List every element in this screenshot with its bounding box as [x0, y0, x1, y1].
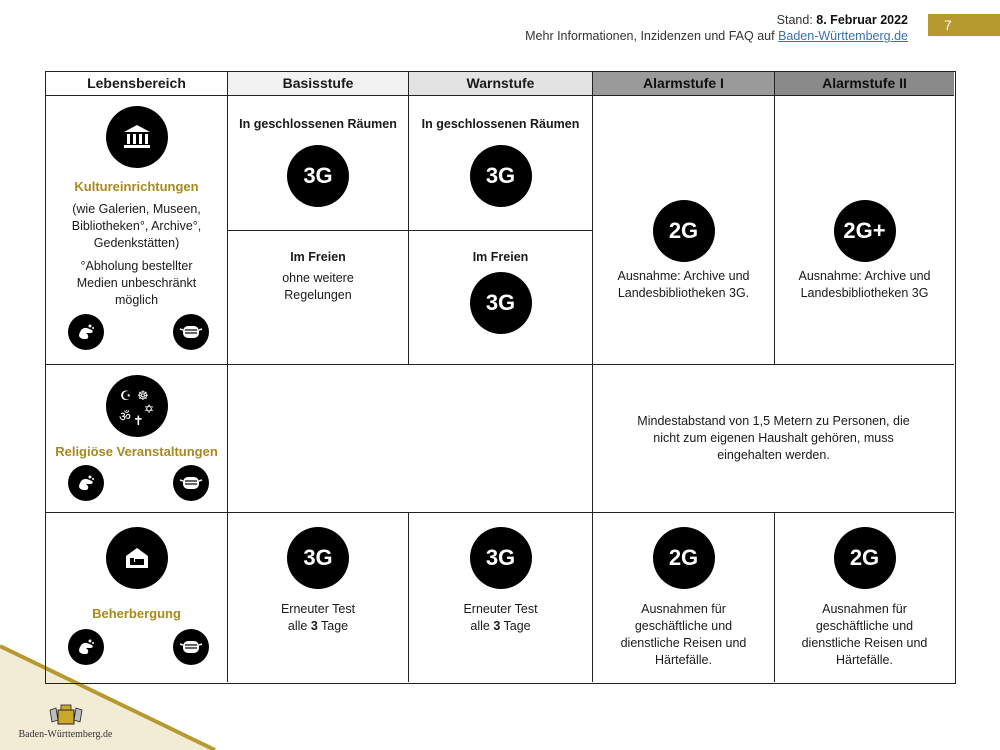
alarm1-exception: Ausnahmen für geschäftliche und dienstliche Reisen und Härtefälle.: [620, 602, 747, 667]
alarm2-exception: Ausnahme: Archive und Landesbibliotheken 3G: [798, 269, 931, 300]
row-kultur-category: [46, 96, 228, 365]
rule-badge: 3G: [470, 272, 532, 334]
beherbergung-basis: [228, 513, 409, 682]
info-link[interactable]: Baden-Württemberg.de: [778, 29, 908, 43]
rule-badge: 2G: [653, 527, 715, 589]
mask-icon: [173, 629, 209, 665]
stand-label: Stand:: [776, 13, 817, 27]
row-beherbergung-category: [46, 513, 228, 682]
beherbergung-warn: [409, 513, 593, 682]
svg-text:☪: ☪: [119, 389, 132, 404]
beherbergung-alarm2: [775, 513, 954, 682]
beherbergung-alarm1: [593, 513, 775, 682]
bed-house-icon: [106, 527, 168, 589]
column-header: Alarmstufe II: [775, 72, 954, 96]
rule-badge: 2G: [834, 527, 896, 589]
warn-rule-line-2: alle 3 Tage: [470, 619, 531, 633]
row-religion-category: [46, 365, 228, 513]
religion-rule-text: Mindestabstand von 1,5 Metern zu Personen, die nicht zum eigenen Haushalt gehören, muss eingehalten werden.: [637, 414, 910, 462]
rule-badge: 3G: [470, 145, 532, 207]
column-header: Warnstufe: [409, 72, 593, 96]
kultur-description: (wie Galerien, Museen, Bibliotheken°, Archive°, Gedenkstätten): [71, 202, 202, 250]
header-info: [525, 12, 908, 44]
beherbergung-title: Beherbergung: [92, 606, 181, 621]
outdoor-label: Im Freien: [290, 250, 346, 264]
hand-washing-icon: [68, 314, 104, 350]
stand-date: 8. Februar 2022: [816, 13, 908, 27]
kultur-warn-indoor: [409, 96, 593, 231]
info-text: Mehr Informationen, Inzidenzen und FAQ auf: [525, 29, 779, 43]
religion-symbols-icon: [106, 375, 168, 437]
rule-badge: 3G: [287, 145, 349, 207]
alarm1-exception: Ausnahme: Archive und Landesbibliotheken 3G.: [617, 269, 750, 300]
mask-icon: [173, 465, 209, 501]
svg-text:✡: ✡: [143, 402, 154, 416]
indoor-label: In geschlossenen Räumen: [239, 117, 397, 131]
rule-badge: 3G: [470, 527, 532, 589]
column-header: Basisstufe: [228, 72, 409, 96]
svg-text:☸: ☸: [136, 389, 149, 404]
rule-badge: 3G: [287, 527, 349, 589]
outdoor-rule-text: ohne weitere Regelungen: [282, 271, 354, 302]
outdoor-label: Im Freien: [472, 250, 529, 264]
rule-badge: 2G: [653, 200, 715, 262]
mask-icon: [173, 314, 209, 350]
hand-washing-icon: [68, 465, 104, 501]
religion-alarm: [593, 365, 954, 513]
indoor-label: In geschlossenen Räumen: [421, 117, 580, 131]
basis-rule-line-2: alle 3 Tage: [287, 619, 349, 633]
svg-text:✝: ✝: [132, 414, 144, 429]
rule-badge: 2G+: [834, 200, 896, 262]
state-logo: [18, 704, 113, 740]
kultur-alarm2: [775, 96, 954, 365]
svg-text:ॐ: ॐ: [118, 410, 131, 425]
museum-icon: [106, 106, 168, 168]
basis-rule-line-1: Erneuter Test: [280, 602, 356, 616]
religion-basis-warn: [228, 365, 593, 513]
religion-title: Religiöse Veranstaltungen: [55, 444, 218, 459]
page-number: 7: [928, 14, 1000, 36]
logo-text: Baden-Württemberg.de: [18, 729, 113, 740]
hand-washing-icon: [68, 629, 104, 665]
kultur-basis-outdoor: [228, 231, 409, 365]
kultur-title: Kultureinrichtungen: [74, 179, 199, 194]
column-header: Lebensbereich: [46, 72, 228, 96]
rules-table: [45, 71, 956, 684]
kultur-warn-outdoor: [409, 231, 593, 365]
kultur-alarm1: [593, 96, 775, 365]
kultur-note: °Abholung bestellter Medien unbeschränkt möglich: [76, 259, 197, 307]
coat-of-arms-icon: [46, 704, 86, 726]
column-header: Alarmstufe I: [593, 72, 775, 96]
alarm2-exception: Ausnahmen für geschäftliche und dienstliche Reisen und Härtefälle.: [801, 602, 928, 667]
kultur-basis-indoor: [228, 96, 409, 231]
warn-rule-line-1: Erneuter Test: [463, 602, 538, 616]
